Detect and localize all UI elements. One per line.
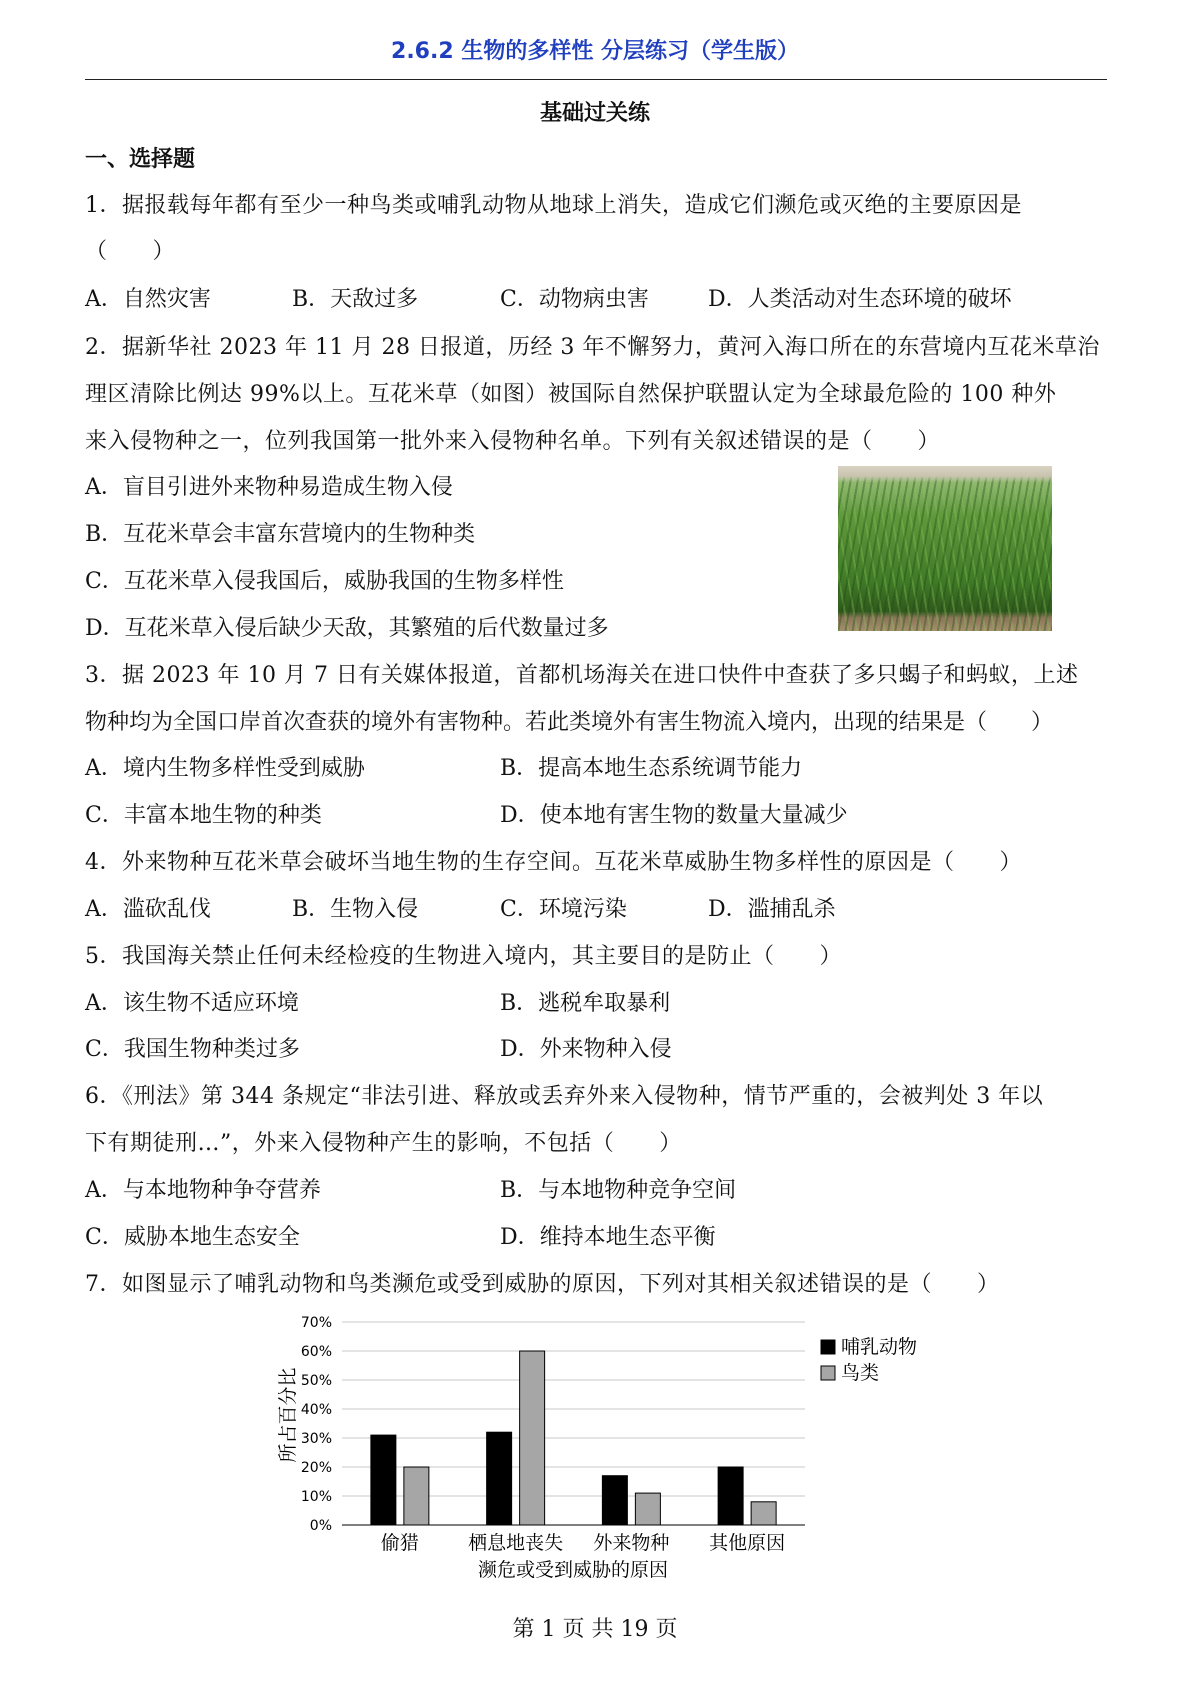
question-6-option-b: B．与本地物种竞争空间 bbox=[500, 1178, 737, 1203]
question-4-line-1: 4．外来物种互花米草会破坏当地生物的生存空间。互花米草威胁生物多样性的原因是（ ） bbox=[85, 850, 1023, 875]
chart-x-label: 濒危或受到威胁的原因 bbox=[477, 1559, 669, 1581]
chart-y-tick-label: 60% bbox=[300, 1344, 332, 1360]
chart-y-label: 所占百分比 bbox=[277, 1367, 299, 1463]
question-2-option-c: C．互花米草入侵我国后，威胁我国的生物多样性 bbox=[85, 569, 564, 594]
page-number: 第 1 页 共 19 页 bbox=[512, 1617, 678, 1642]
chart-bar-birds-0 bbox=[404, 1467, 429, 1525]
question-3-line-1: 3．据 2023 年 10 月 7 日有关媒体报道，首都机场海关在进口快件中查获了多只蝎子和蚂蚁，上述 bbox=[85, 663, 1079, 688]
section-subtitle: 基础过关练 bbox=[539, 101, 650, 126]
section-heading: 一、选择题 bbox=[85, 147, 196, 172]
chart-bar-mammals-1 bbox=[487, 1432, 512, 1525]
chart-bar-birds-2 bbox=[635, 1493, 660, 1525]
chart-x-category-label: 栖息地丧失 bbox=[468, 1532, 564, 1554]
question-1-line-1: 1．据报载每年都有至少一种鸟类或哺乳动物从地球上消失，造成它们濒危或灭绝的主要原因是 bbox=[85, 193, 1023, 218]
question-3-option-a: A．境内生物多样性受到威胁 bbox=[85, 756, 365, 781]
header-divider bbox=[85, 79, 1107, 80]
chart-bar-mammals-0 bbox=[371, 1435, 396, 1525]
question-1-line-2: （ ） bbox=[85, 239, 176, 264]
question-3-option-d: D．使本地有害生物的数量大量减少 bbox=[500, 803, 848, 828]
legend-swatch-birds bbox=[821, 1366, 835, 1380]
chart-y-tick-label: 20% bbox=[300, 1460, 332, 1476]
chart-x-categories bbox=[381, 1532, 785, 1554]
question-6-option-c: C．威胁本地生态安全 bbox=[85, 1225, 300, 1250]
chart-bar-birds-3 bbox=[751, 1502, 776, 1525]
chart-x-category-label: 其他原因 bbox=[709, 1532, 786, 1554]
question-3-option-c: C．丰富本地生物的种类 bbox=[85, 803, 322, 828]
chart-y-ticks bbox=[301, 1315, 332, 1534]
question-6-line-1: 6．《刑法》第 344 条规定“非法引进、释放或丢弃外来入侵物种，情节严重的，会被判处 3 年以 bbox=[85, 1084, 1044, 1109]
chart-bar-mammals-3 bbox=[718, 1467, 743, 1525]
question-1-option-a: A．自然灾害 bbox=[85, 287, 211, 312]
chart-y-tick-label: 70% bbox=[300, 1315, 332, 1331]
question-1-option-d: D．人类活动对生态环境的破坏 bbox=[708, 287, 1012, 312]
question-1-option-c: C．动物病虫害 bbox=[500, 287, 649, 312]
chart-y-tick-label: 0% bbox=[309, 1518, 332, 1534]
question-6-option-a: A．与本地物种争夺营养 bbox=[85, 1178, 321, 1203]
question-5-option-b: B．逃税牟取暴利 bbox=[500, 991, 671, 1016]
chart-y-tick-label: 30% bbox=[300, 1431, 332, 1447]
chart-y-tick-label: 40% bbox=[300, 1402, 332, 1418]
spartina-grass-photo bbox=[838, 466, 1052, 631]
question-5-line-1: 5．我国海关禁止任何未经检疫的生物进入境内，其主要目的是防止（ ） bbox=[85, 944, 842, 969]
question-5-option-d: D．外来物种入侵 bbox=[500, 1037, 672, 1062]
threat-causes-bar-chart bbox=[270, 1305, 930, 1590]
question-7-line-1: 7．如图显示了哺乳动物和鸟类濒危或受到威胁的原因，下列对其相关叙述错误的是（ ） bbox=[85, 1272, 1000, 1297]
question-2-line-3: 来入侵物种之一，位列我国第一批外来入侵物种名单。下列有关叙述错误的是（ ） bbox=[85, 429, 941, 454]
question-2-option-d: D．互花米草入侵后缺少天敌，其繁殖的后代数量过多 bbox=[85, 616, 609, 641]
question-5-option-a: A．该生物不适应环境 bbox=[85, 991, 299, 1016]
chart-x-category-label: 外来物种 bbox=[593, 1532, 670, 1554]
question-3-option-b: B．提高本地生态系统调节能力 bbox=[500, 756, 803, 781]
question-1-option-b: B．天敌过多 bbox=[292, 287, 419, 312]
chart-y-tick-label: 10% bbox=[300, 1489, 332, 1505]
chart-y-tick-label: 50% bbox=[300, 1373, 332, 1389]
document-title: 2.6.2 生物的多样性 分层练习（学生版） bbox=[391, 39, 799, 64]
legend-label-mammals: 哺乳动物 bbox=[841, 1336, 918, 1358]
chart-bar-birds-1 bbox=[520, 1351, 545, 1525]
question-2-line-1: 2．据新华社 2023 年 11 月 28 日报道，历经 3 年不懈努力，黄河入海口所在的东营境内互花米草治 bbox=[85, 335, 1100, 360]
question-2-option-a: A．盲目引进外来物种易造成生物入侵 bbox=[85, 475, 453, 500]
legend-swatch-mammals bbox=[821, 1340, 835, 1354]
question-2-line-2: 理区清除比例达 99%以上。互花米草（如图）被国际自然保护联盟认定为全球最危险的 100 种外 bbox=[85, 382, 1057, 407]
question-6-line-2: 下有期徒刑…”，外来入侵物种产生的影响，不包括（ ） bbox=[85, 1131, 682, 1156]
question-4-option-b: B．生物入侵 bbox=[292, 897, 419, 922]
legend-label-birds: 鸟类 bbox=[841, 1362, 880, 1384]
question-3-line-2: 物种均为全国口岸首次查获的境外有害物种。若此类境外有害生物流入境内，出现的结果是（ ） bbox=[85, 710, 1054, 735]
question-5-option-c: C．我国生物种类过多 bbox=[85, 1037, 300, 1062]
question-2-option-b: B．互花米草会丰富东营境内的生物种类 bbox=[85, 522, 476, 547]
question-4-option-c: C．环境污染 bbox=[500, 897, 627, 922]
question-4-option-a: A．滥砍乱伐 bbox=[85, 897, 211, 922]
chart-bar-mammals-2 bbox=[602, 1476, 627, 1525]
question-6-option-d: D．维持本地生态平衡 bbox=[500, 1225, 716, 1250]
chart-x-category-label: 偷猎 bbox=[380, 1532, 419, 1554]
chart-legend bbox=[821, 1336, 917, 1384]
question-4-option-d: D．滥捕乱杀 bbox=[708, 897, 836, 922]
